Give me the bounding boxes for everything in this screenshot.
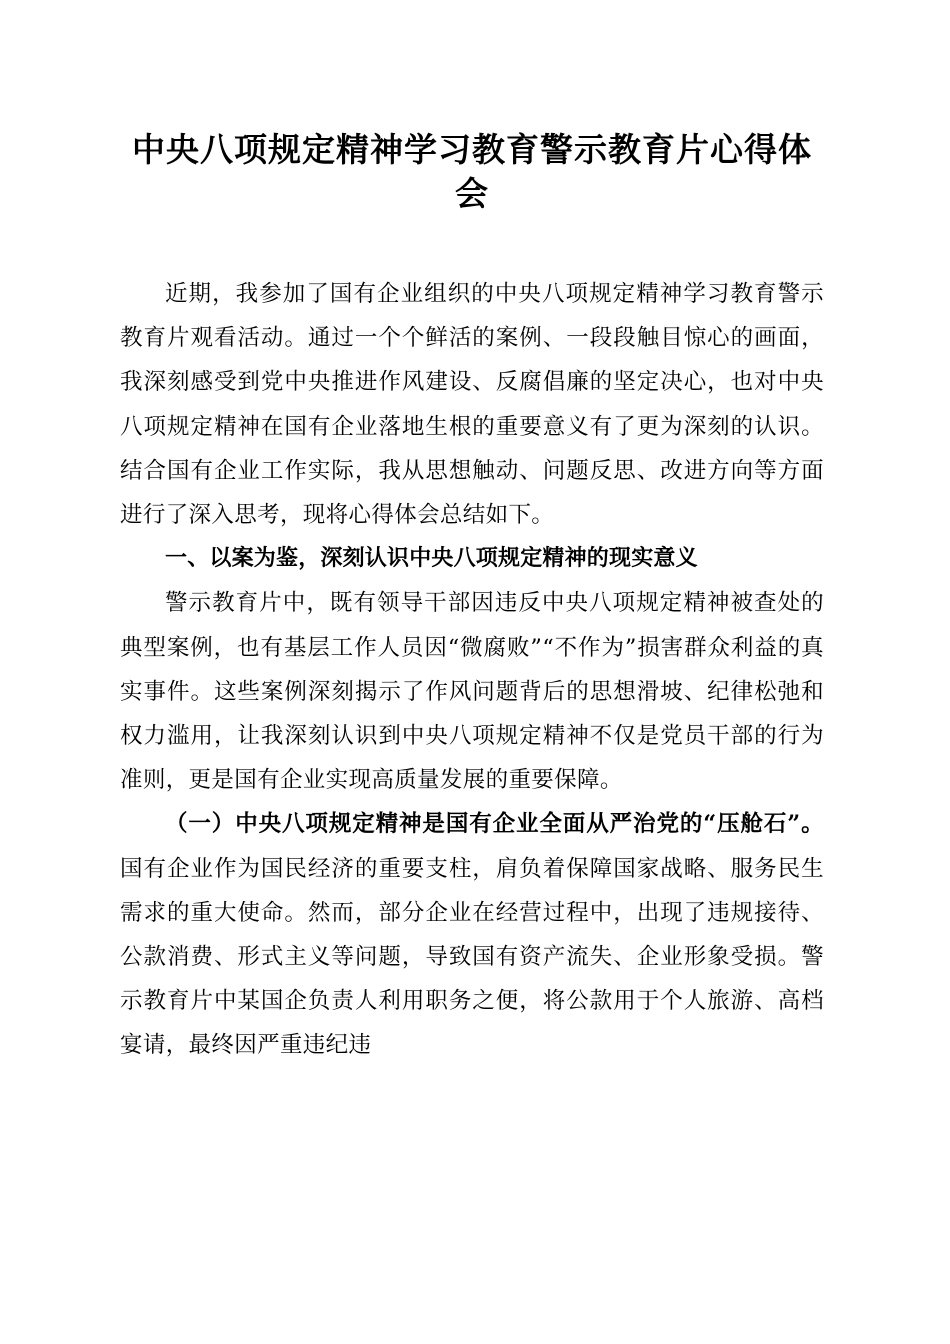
subsection-1-heading: （一）中央八项规定精神是国有企业全面从严治党的“压舱石”。 bbox=[165, 811, 824, 838]
intro-paragraph: 近期，我参加了国有企业组织的中央八项规定精神学习教育警示教育片观看活动。通过一个个鲜活的案例、一段段触目惊心的画面，我深刻感受到党中央推进作风建设、反腐倡廉的坚定决心，也对中央八项规定精神在国有企业落地生根的重要意义有了更为深刻的认识。结合国有企业工作实际，我从思想触动、问题反思、改进方向等方面进行了深入思考，现将心得体会总结如下。 bbox=[120, 281, 824, 529]
document-page bbox=[120, 128, 824, 1068]
subsection-1-text: 国有企业作为国民经济的重要支柱，肩负着保障国家战略、服务民生需求的重大使命。然而，部分企业在经营过程中，出现了违规接待、公款消费、形式主义等问题，导致国有资产流失、企业形象受损。警示教育片中某国企负责人利用职务之便，将公款用于个人旅游、高档宴请，最终因严重违纪违 bbox=[120, 855, 824, 1059]
subsection-1-paragraph bbox=[120, 802, 824, 1067]
section-1-paragraph: 警示教育片中，既有领导干部因违反中央八项规定精神被查处的典型案例，也有基层工作人员因“微腐败”“不作为”损害群众利益的真实事件。这些案例深刻揭示了作风问题背后的思想滑坡、纪律松弛和权力滥用，让我深刻认识到中央八项规定精神不仅是党员干部的行为准则，更是国有企业实现高质量发展的重要保障。 bbox=[120, 590, 824, 794]
section-1-heading: 一、以案为鉴，深刻认识中央八项规定精神的现实意义 bbox=[165, 546, 698, 572]
document-body bbox=[120, 272, 824, 1068]
document-title: 中央八项规定精神学习教育警示教育片心得体会 bbox=[132, 130, 812, 213]
